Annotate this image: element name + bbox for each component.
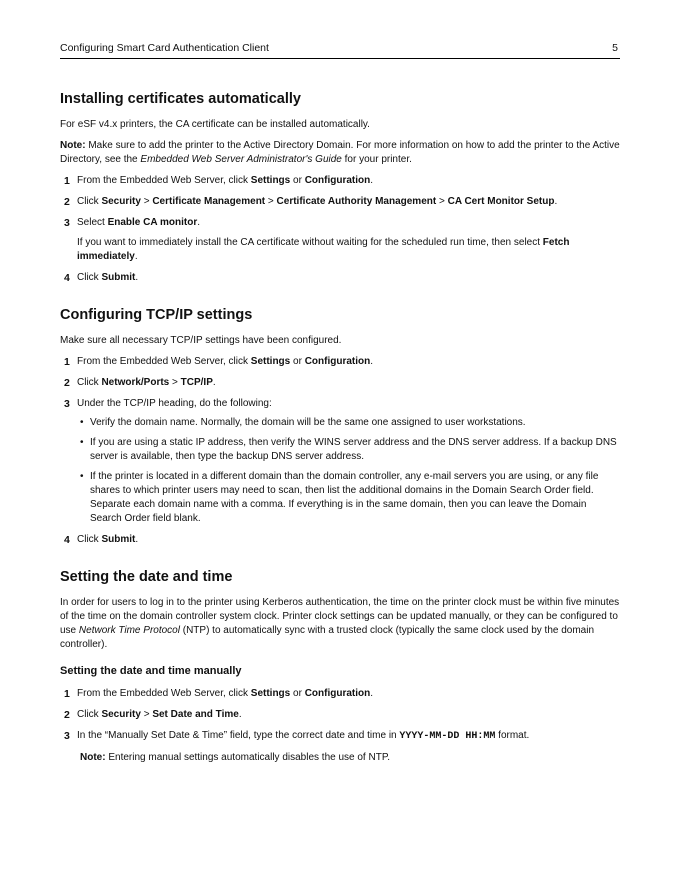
bullet-item [77, 416, 620, 430]
step-term: Security [101, 196, 141, 207]
note-label: Note: [80, 752, 106, 763]
step-term: Settings [250, 688, 291, 699]
step-item [60, 355, 620, 369]
step-term: Settings [250, 356, 291, 367]
date-format-code: YYYY-MM-DD HH:MM [399, 731, 496, 742]
step-text: . [212, 377, 216, 388]
bullet-text: Verify the domain name. Normally, the domain will be the same one assigned to user workstations. [90, 417, 526, 428]
step-text: > [265, 196, 277, 207]
step-item [60, 174, 620, 188]
bullet-icon: • [80, 417, 84, 428]
step-text: Click [77, 709, 102, 720]
section-title: Configuring TCP/IP settings [60, 307, 253, 323]
step-term: CA Cert Monitor Setup [447, 196, 555, 207]
steps-list [60, 687, 620, 744]
step-text: . [135, 534, 139, 545]
step-text: If you want to immediately install the CA certificate without waiting for the scheduled run time, then select [77, 237, 543, 248]
subsection-title: Setting the date and time manually [60, 665, 242, 677]
step-term: Security [101, 709, 141, 720]
step-term: Configuration [304, 688, 371, 699]
step-text: . [370, 356, 374, 367]
step-term: Settings [250, 175, 291, 186]
step-text: . [370, 175, 374, 186]
bullet-icon: • [80, 437, 84, 448]
step-text: format. [495, 730, 530, 741]
step-term: Submit [101, 534, 136, 545]
step-number: 2 [64, 709, 70, 721]
step-term: Fetch immediately [77, 237, 570, 262]
page-content [60, 89, 620, 772]
step-item [60, 687, 620, 701]
step-item [60, 195, 620, 209]
step-text: Select [77, 217, 108, 228]
step-term: Network/Ports [101, 377, 170, 388]
section-title: Installing certificates automatically [60, 91, 301, 107]
step-number: 3 [64, 398, 70, 410]
step-text: > [140, 196, 153, 207]
step-text: or [290, 688, 305, 699]
note-paragraph [60, 139, 620, 167]
step-item [60, 533, 620, 547]
step-text: . [554, 196, 558, 207]
bullet-icon: • [80, 471, 84, 482]
section-date-time [60, 567, 620, 765]
step-number: 3 [64, 730, 70, 742]
header-title: Configuring Smart Card Authentication Client [60, 42, 269, 54]
step-number: 1 [64, 175, 70, 187]
steps-list [60, 174, 620, 285]
bullet-item [77, 470, 620, 526]
step-text: . [135, 272, 139, 283]
step-text: . [370, 688, 374, 699]
step-term: Set Date and Time [152, 709, 239, 720]
note-text: for your printer. [341, 154, 412, 165]
step-term: Configuration [304, 175, 371, 186]
steps-list [60, 355, 620, 547]
step-text: From the Embedded Web Server, click [77, 356, 251, 367]
step-text: or [290, 356, 305, 367]
step-number: 4 [64, 272, 70, 284]
step-item [60, 708, 620, 722]
step-term: Certificate Authority Management [276, 196, 437, 207]
step-text: Click [77, 377, 102, 388]
intro-text: In order for users to log in to the printer using Kerberos authentication, the time on the printer clock must be within five minutes of the time on the domain controller system clock. Printer clock settings can be updated manually, or they can be configured to use [60, 597, 620, 636]
step-term: Certificate Management [152, 196, 266, 207]
step-number: 1 [64, 688, 70, 700]
step-item [60, 216, 620, 264]
section-installing-certificates [60, 89, 620, 285]
intro-text: (NTP) to automatically sync with a trusted clock (typically the same clock used by the domain controller). [60, 625, 595, 650]
bullet-list [77, 416, 620, 526]
bullet-text: If you are using a static IP address, then verify the WINS server address and the DNS server address. If a backup DNS server is available, then type the backup DNS server address. [90, 437, 617, 462]
ntp-term: Network Time Protocol [78, 625, 180, 636]
step-item [60, 271, 620, 285]
step-number: 3 [64, 217, 70, 229]
step-text: > [436, 196, 448, 207]
step-number: 4 [64, 534, 70, 546]
step-text: > [169, 377, 181, 388]
step-term: Configuration [304, 356, 371, 367]
section-intro [60, 596, 620, 652]
step-text: Click [77, 534, 102, 545]
step-text: or [290, 175, 305, 186]
bullet-text: If the printer is located in a different domain than the domain controller, any e-mail servers you are using, or any file shares to which printer users may need to scan, then list the additional domains in the Domain Search Order field. Separate each domain name with a comma. If everything is in the same domain, then you can leave the Domain Search Order field blank. [90, 471, 599, 524]
step-item [60, 376, 620, 390]
step-item [60, 397, 620, 526]
section-title: Setting the date and time [60, 569, 233, 585]
step-text: . [238, 709, 242, 720]
step-detail [77, 236, 620, 264]
step-term: Enable CA monitor [107, 217, 198, 228]
note-paragraph [60, 751, 620, 765]
step-text: Click [77, 272, 102, 283]
section-tcp-ip [60, 305, 620, 547]
step-number: 1 [64, 356, 70, 368]
step-number: 2 [64, 377, 70, 389]
step-text: . [134, 251, 138, 262]
page-header [60, 42, 620, 59]
bullet-item [77, 436, 620, 464]
step-text: Click [77, 196, 102, 207]
step-text: From the Embedded Web Server, click [77, 688, 251, 699]
step-term: Submit [101, 272, 136, 283]
step-item [60, 729, 620, 744]
step-text: In the “Manually Set Date & Time” field, type the correct date and time in [77, 730, 400, 741]
section-intro: For eSF v4.x printers, the CA certificate can be installed automatically. [60, 119, 370, 130]
note-text: Make sure to add the printer to the Active Directory Domain. For more information on how to add the printer to the Active Directory, see the [60, 140, 620, 165]
guide-title: Embedded Web Server Administrator's Guide [140, 154, 342, 165]
step-text: From the Embedded Web Server, click [77, 175, 251, 186]
section-intro: Make sure all necessary TCP/IP settings have been configured. [60, 335, 342, 346]
step-text: > [140, 709, 153, 720]
step-text: Under the TCP/IP heading, do the following: [77, 398, 272, 409]
step-text: . [197, 217, 200, 228]
step-term: TCP/IP [180, 377, 213, 388]
note-text: Entering manual settings automatically disables the use of NTP. [105, 752, 390, 763]
page-number: 5 [612, 42, 618, 54]
note-label: Note: [60, 140, 86, 151]
step-number: 2 [64, 196, 70, 208]
